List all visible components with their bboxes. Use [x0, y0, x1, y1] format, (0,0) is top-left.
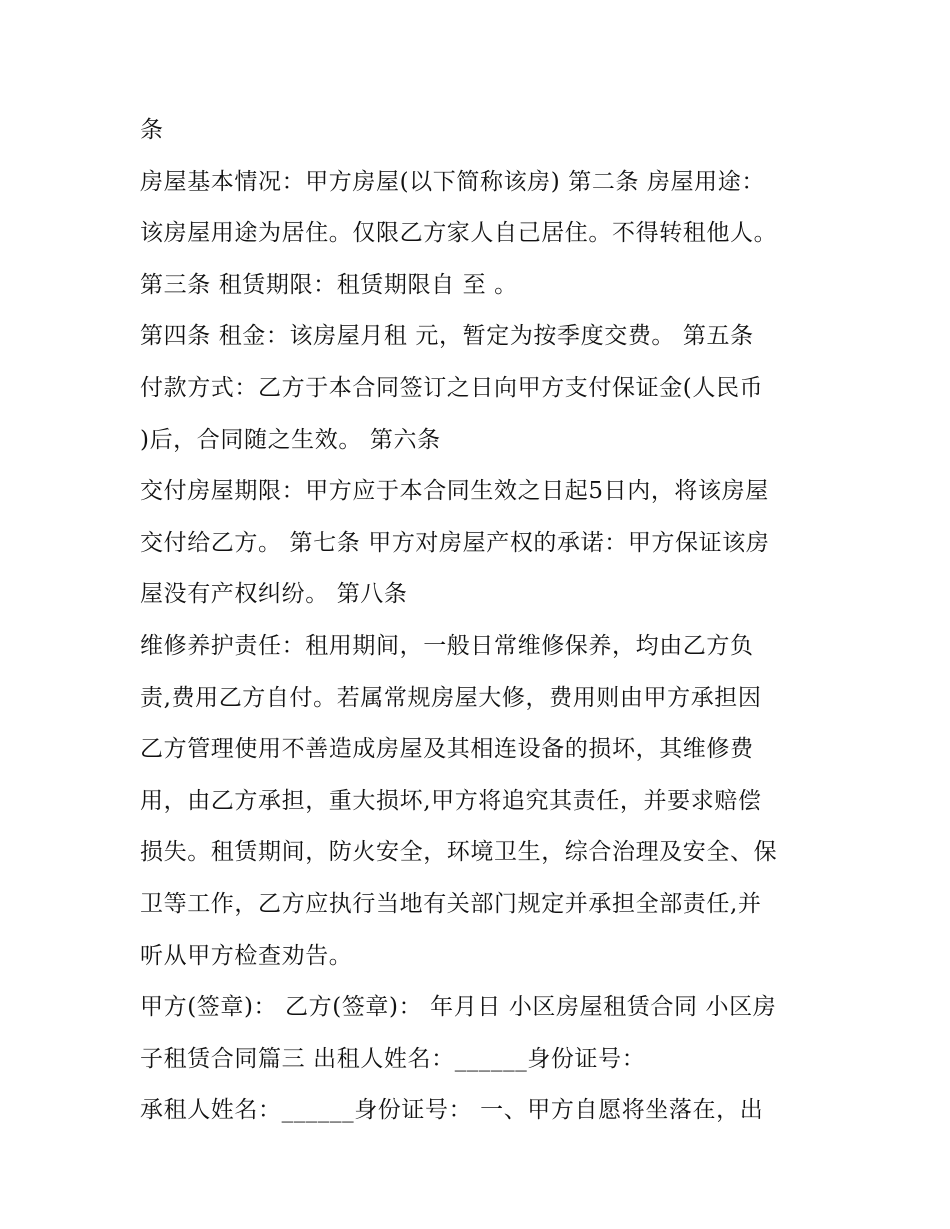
text-line-14: 用，由乙方承担，重大损坏,甲方将追究其责任，并要求赔偿: [140, 787, 762, 814]
text-line-15: 损失。租赁期间，防火安全，环境卫生，综合治理及安全、保: [140, 839, 778, 866]
text-line-20: 承租人姓名：______身份证号： 一、甲方自愿将坐落在，出: [140, 1097, 764, 1124]
text-line-16: 卫等工作，乙方应执行当地有关部门规定并承担全部责任,并: [140, 890, 762, 917]
text-line-8: 交付房屋期限：甲方应于本合同生效之日起5日内，将该房屋: [140, 478, 769, 505]
text-line-12: 责,费用乙方自付。若属常规房屋大修，费用则由甲方承担因: [140, 684, 762, 711]
text-line-4: 第三条 租赁期限：租赁期限自 至 。: [140, 271, 518, 298]
text-line-17: 听从甲方检查劝告。: [140, 942, 353, 969]
text-line-13: 乙方管理使用不善造成房屋及其相连设备的损坏，其维修费: [140, 736, 754, 763]
text-line-2: 房屋基本情况：甲方房屋(以下简称该房) 第二条 房屋用途：: [140, 168, 765, 195]
text-line-18: 甲方(签章)： 乙方(签章)： 年月日 小区房屋租赁合同 小区房: [140, 994, 777, 1021]
text-line-10: 屋没有产权纠纷。 第八条: [140, 581, 408, 608]
text-line-6: 付款方式：乙方于本合同签订之日向甲方支付保证金(人民币: [140, 374, 764, 401]
text-line-9: 交付给乙方。 第七条 甲方对房屋产权的承诺：甲方保证该房: [140, 529, 770, 556]
contract-text: [140, 110, 830, 1142]
text-line-19: 子租赁合同篇三 出租人姓名：______身份证号：: [140, 1045, 646, 1072]
text-line-11: 维修养护责任：租用期间，一般日常维修保养，均由乙方负: [140, 632, 754, 659]
text-line-7: )后，合同随之生效。 第六条: [140, 426, 441, 453]
text-line-1: 条: [140, 117, 164, 143]
text-line-5: 第四条 租金：该房屋月租 元，暂定为按季度交费。 第五条: [140, 323, 754, 350]
text-line-3: 该房屋用途为居住。仅限乙方家人自己居住。不得转租他人。: [140, 220, 778, 247]
